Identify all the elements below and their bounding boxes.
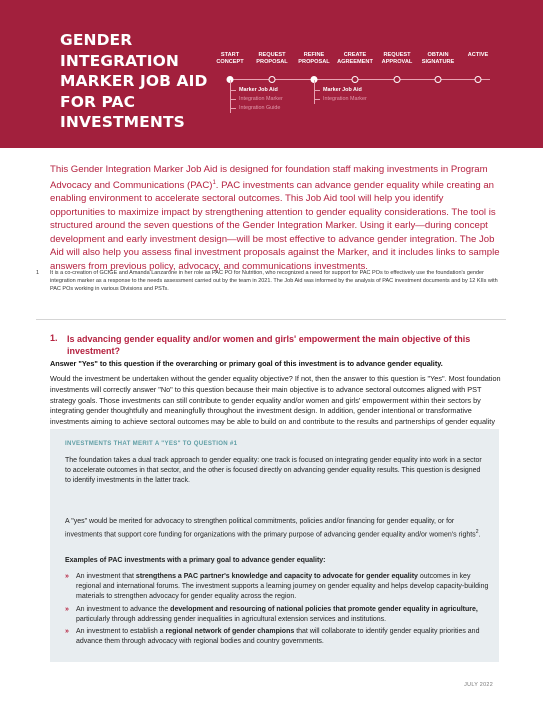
timeline-dot (475, 76, 482, 83)
tool-link[interactable]: Integration Marker (230, 95, 283, 104)
list-item: » An investment to advance the development and resourcing of national policies that promote gender equality in agriculture, particularly through addressing gender inequalities in agricultural extension services and institutions. (65, 605, 478, 623)
step-request-proposal: REQUEST PROPOSAL (256, 52, 288, 65)
refine-proposal-tools (314, 86, 367, 104)
question-heading: Is advancing gender equality and/or women and girls' empowerment the main objective of this investment? (67, 334, 471, 356)
title-line: FOR PAC (60, 92, 136, 111)
timeline-dot (435, 76, 442, 83)
footnote (36, 269, 506, 293)
tool-link[interactable]: Integration Marker (314, 95, 367, 104)
list-item: » An investment that strengthens a PAC partner's knowledge and capacity to advocate for gender equality outcomes in key regional and international forums. The investment supports a learning journey on gender equality and helps develop capacity-building materials to strengthen advocacy for gender equality across the region. (65, 573, 489, 600)
footnote-text: It is a co-creation of GCfGE and Amanda Lanzarone in her role as PAC PO for Nutrition, who recognized a need for support for PAC POs to effectively use the foundation's gender integration marker as a response to the needs assessment carried out by the team in 2021. The Job Aid was informed by the analysis of PAC investment documents and by 12 KIIs with PAC POs working in various Divisions and PSTs. (50, 270, 498, 292)
section-divider (36, 319, 506, 320)
footnote-marker: 1 (36, 270, 40, 276)
step-active: ACTIVE (467, 52, 489, 58)
step-obtain-signature: OBTAIN SIGNATURE (421, 52, 455, 65)
page-title (60, 30, 210, 133)
timeline-dot (352, 76, 359, 83)
question-body: Would the investment be undertaken without the gender equality objective? If not, then the answer to this question is "Yes". Most foundation investments will correctly answer "No" to this question because their main objective is to advance sectoral outcomes aligned with PST strategy goals. Those investments can still contribute to gender equality and/or women and girls' empowerment within their sectors by integrating gender thoughtfully and meaningfully throughout the investment design. In addition, gender intentional or transformative investments aiming to achieve sectoral outcomes may be able to build on and contribute to the results and partnerships of gender equality (50, 374, 501, 427)
examples-list (65, 572, 490, 650)
callout-title: INVESTMENTS THAT MERIT A "YES" TO QUESTION #1 (65, 440, 238, 447)
publication-date: JULY 2022 (464, 682, 493, 688)
tool-link[interactable]: Marker Job Aid (314, 86, 367, 95)
title-line: INTEGRATION (60, 51, 179, 70)
title-line: MARKER JOB AID (60, 72, 208, 90)
step-create-agreement: CREATE AGREEMENT (337, 52, 373, 65)
step-start-concept: START CONCEPT (216, 52, 244, 65)
footnote-ref[interactable]: 2 (475, 529, 479, 535)
examples-heading: Examples of PAC investments with a primary goal to advance gender equality: (65, 557, 326, 564)
tool-link[interactable]: Marker Job Aid (230, 86, 283, 95)
title-line: INVESTMENTS (60, 113, 185, 131)
question-number: 1. (50, 333, 58, 343)
timeline-track (228, 79, 490, 80)
bullet-chevron-icon: » (65, 573, 69, 580)
callout-paragraph: The foundation takes a dual track approach to gender equality: one track is focused on integrating gender equality into work in a sector to accelerate outcomes in that sector, and the other is focused directly on advancing gender equality results. This question is designed to identify investments in the latter track. (65, 457, 482, 484)
bullet-chevron-icon: » (65, 605, 69, 613)
footnote-ref[interactable]: 1 (212, 179, 216, 186)
header-banner (0, 0, 543, 148)
tool-link[interactable]: Integration Guide (230, 104, 283, 113)
title-line: GENDER (60, 31, 133, 49)
start-concept-tools (230, 86, 283, 113)
intro-paragraph: This Gender Integration Marker Job Aid is designed for foundation staff making investments in Program Advocacy and Communications (PAC)$^1$. PAC investments can advance gender equality while creating an enabling environment to accelerate sectoral outcomes. This Job Aid tool will help you identify opportunities to maximize impact by strengthening attention to gender equality considerations. The tool is structured around the seven questions of the Gender Integration Marker. Using it early—during concept development and early investment design—will be most effective to advance gender integration. The Job Aid will also help you assess final investment proposals against the Marker, and it includes links to sample answers from previous policy, advocacy, and communications investments. (50, 164, 500, 272)
timeline-dot (394, 76, 401, 83)
callout-paragraph: A "yes" would be merited for advocacy to strengthen political commitments, policies and/or financing for gender equality, or for investments that support core funding for organizations with the primary purpose of advancing gender equality and/or women's rights$^2$. (65, 518, 481, 539)
timeline-dot (269, 76, 276, 83)
process-steps (212, 52, 502, 68)
list-item: » An investment to establish a regional network of gender champions that will collaborate to identify gender equality priorities and advance them through advocacy with regional bodies and country governments. (65, 628, 480, 645)
bullet-chevron-icon: » (65, 628, 69, 635)
step-request-approval: REQUEST APPROVAL (381, 52, 413, 65)
answer-guidance: Answer "Yes" to this question if the overarching or primary goal of this investment is to advance gender equality. (50, 359, 443, 368)
step-refine-proposal: REFINE PROPOSAL (298, 52, 330, 65)
